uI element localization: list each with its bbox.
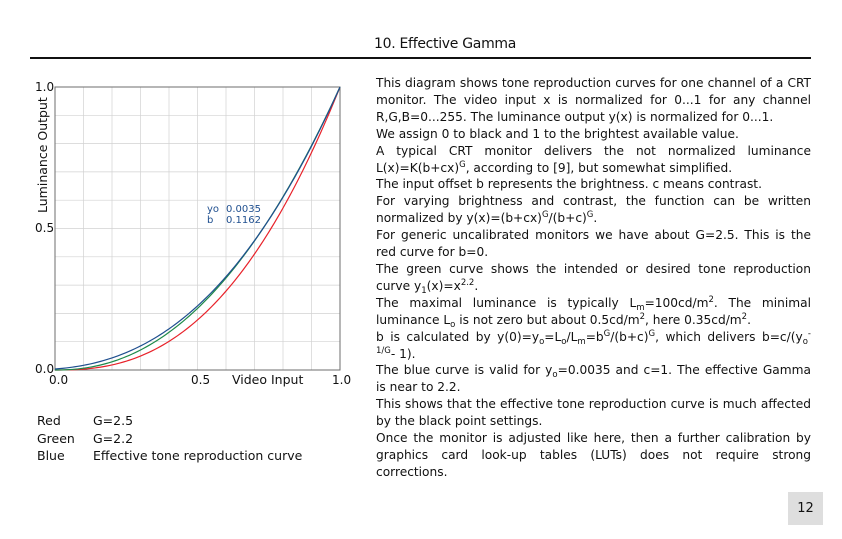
legend-desc: Effective tone reproduction curve xyxy=(93,448,303,463)
paragraph: The green curve shows the intended or desired tone reproduction curve $y_1(x)=x^{2.2}$. xyxy=(376,261,811,296)
paragraph: The input offset b represents the brightness. c means contrast. xyxy=(376,177,762,192)
annotation-b-value: 0.1162 xyxy=(226,215,261,226)
annotation-yo-value: 0.0035 xyxy=(226,204,261,215)
plot-grid xyxy=(55,87,340,370)
paragraph: This diagram shows tone reproduction curves for one channel of a CRT monitor. The video input x is normalized for 0...1 for any channel R,G,B=0...255. The luminance output y(x) is normalized for 0...1. xyxy=(376,76,811,124)
legend-name: Blue xyxy=(37,448,65,463)
legend-name: Red xyxy=(37,413,61,428)
x-tick-1: 1.0 xyxy=(332,373,352,387)
annotation-yo-name: yo xyxy=(207,204,220,215)
x-axis-label: Video Input xyxy=(232,372,304,387)
paragraph: Once the monitor is adjusted like here, then a further calibration by graphics card look-up tables (LUTs) does not require strong corrections. xyxy=(376,431,811,479)
annotation-b-name: b xyxy=(207,215,214,226)
paragraph: This shows that the effective tone reproduction curve is much affected by the black point settings. xyxy=(376,397,811,429)
y-tick-1: 1.0 xyxy=(35,80,55,94)
page-number: 12 xyxy=(788,492,823,525)
paragraph: A typical CRT monitor delivers the not normalized luminance $L(x)=K(b+cx)^G$, according to [9], but somewhat simplified. xyxy=(376,143,811,175)
curve-legend xyxy=(37,412,302,465)
legend-name: Green xyxy=(37,430,75,446)
x-tick-0-5: 0.5 xyxy=(191,373,211,387)
legend-row-blue xyxy=(37,447,302,465)
parameter-annotation xyxy=(207,204,261,226)
description-text xyxy=(376,75,811,481)
y-tick-0: 0.0 xyxy=(35,362,55,376)
legend-row-green xyxy=(37,430,302,448)
x-tick-0: 0.0 xyxy=(49,373,69,387)
legend-row-red xyxy=(37,412,302,430)
paragraph: We assign 0 to black and 1 to the brightest available value. xyxy=(376,126,739,141)
paragraph: The blue curve is valid for $y_o=0.0035$ and c=1. The effective Gamma is near to 2.2. xyxy=(376,363,811,395)
legend-desc: G=2.5 xyxy=(93,413,134,428)
paragraph: For varying brightness and contrast, the function can be written normalized by $y(x)=(b+cx)^G/(b+c)^G$. xyxy=(376,194,811,226)
paragraph: For generic uncalibrated monitors we have about G=2.5. This is the red curve for b=0. xyxy=(376,228,811,260)
paragraph: The maximal luminance is typically $L_m=100cd/m^2$. The minimal luminance $L_o$ is not zero but about $0.5cd/m^2$, here $0.35cd/m^2$. xyxy=(376,294,811,330)
y-axis-label: Luminance Output xyxy=(35,97,50,213)
page-title: 10. Effective Gamma xyxy=(374,36,517,52)
paragraph: b is calculated by $y(0)=y_o=L_o/L_m=b^G/(b+c)^G$, which delivers $b=c/(y_o^{-1/G}-$ 1). xyxy=(376,328,811,361)
y-tick-0-5: 0.5 xyxy=(35,221,55,235)
legend-desc: G=2.2 xyxy=(93,430,134,446)
